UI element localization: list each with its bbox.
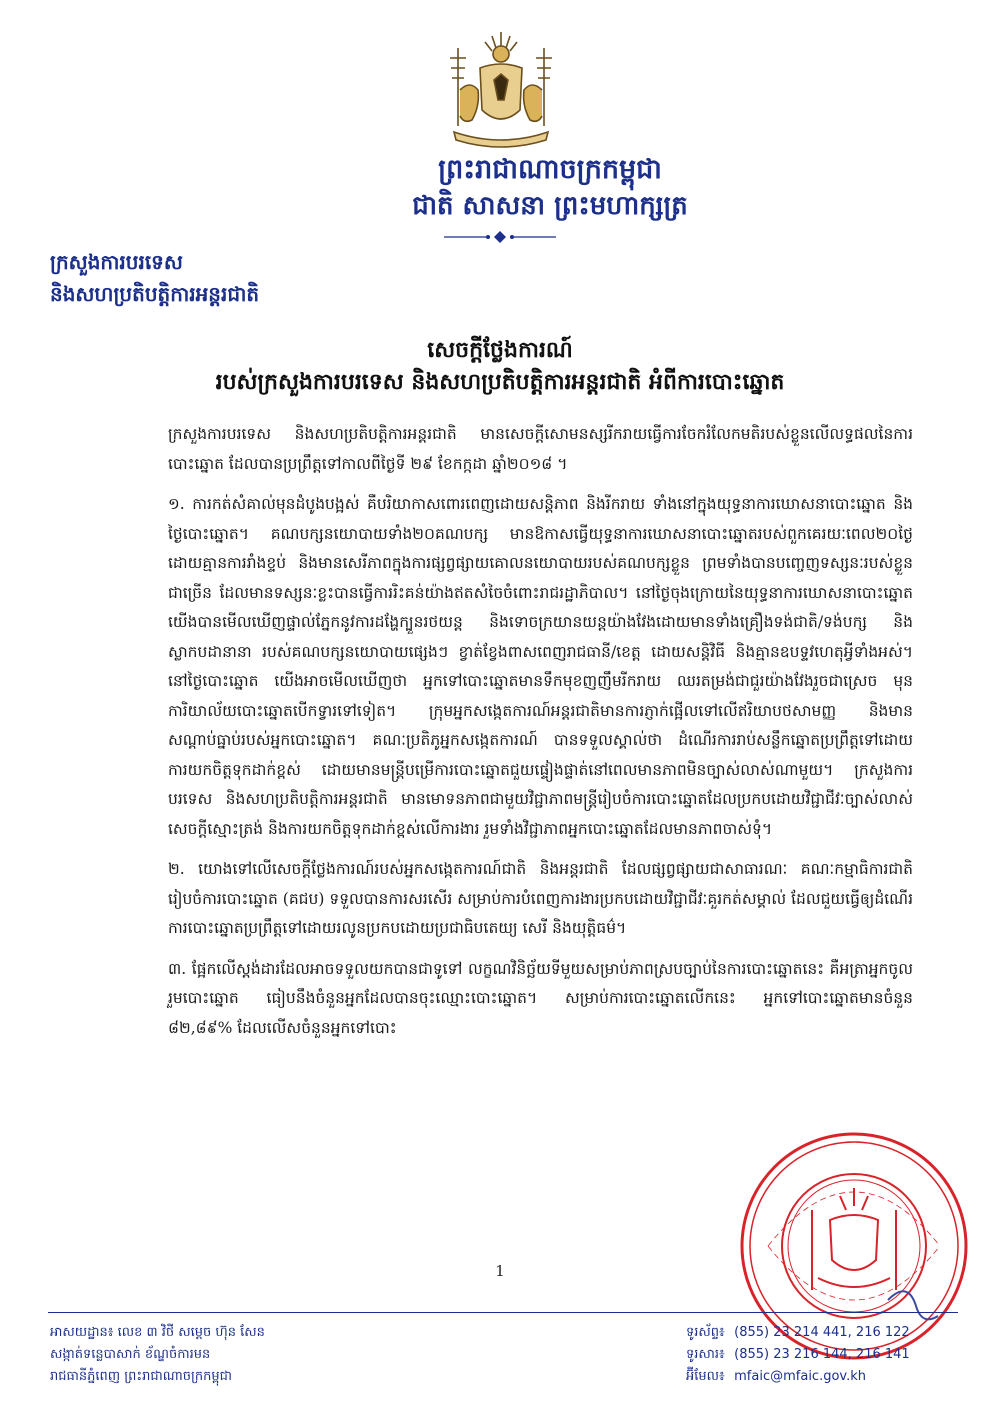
footer-divider xyxy=(48,1312,958,1313)
ministry-heading xyxy=(50,246,350,310)
phone-label: ទូរស័ព្ទ៖ xyxy=(686,1325,725,1340)
kingdom-heading xyxy=(300,152,800,224)
fax-row xyxy=(686,1344,962,1366)
address-line-3: រាជធានីភ្នំពេញ ព្រះរាជាណាចក្រកម្ពុជា xyxy=(50,1369,232,1384)
footer-contact xyxy=(686,1322,962,1388)
fax-value: (855) 23 216 144, 216 141 xyxy=(734,1347,910,1362)
email-label: អ៊ីមែល៖ xyxy=(686,1369,725,1384)
ministry-name-line2: និងសហប្រតិបត្តិការអន្តរជាតិ xyxy=(50,282,260,306)
kingdom-name: ព្រះរាជាណាចក្រកម្ពុជា xyxy=(438,154,662,185)
paragraph-1: ១. ការកត់សំគាល់មុនដំបូងបង្អស់ គឺបរិយាកាសពោរពេញដោយសន្តិភាព និងរីករាយ ទាំងនៅក្នុងយុទ្ធនាការឃោសនាបោះឆ្នោត និងថ្ងៃបោះឆ្នោត។ គណបក្សនយោបាយទាំង២០គណបក្ស មានឱកាសធ្វើយុទ្ធនាការឃោសនាបោះឆ្នោតរបស់ពួកគេរយៈពេល២០ថ្ងៃ ដោយគ្មានការរាំងខ្ទប់ និងមានសេរីភាពក្នុងការផ្សព្វផ្សាយគោលនយោបាយរបស់គណបក្សខ្លួន ព្រមទាំងបានបញ្ចេញទស្សនៈរបស់ខ្លួនជាច្រើន ដែលមានទស្សនៈខ្លះបានធ្វើការរិះគន់យ៉ាងឥតសំចៃចំពោះរាជរដ្ឋាភិបាល។ នៅថ្ងៃចុងក្រោយនៃយុទ្ធនាការឃោសនាបោះឆ្នោត យើងបានមើលឃើញផ្ទាល់ភ្នែកនូវការដង្ហែក្បួនរថយន្ត និងទោចក្រយានយន្តយ៉ាងវែងដោយមានទាំងគ្រឿងទង់ជាតិ/ទង់បក្ស និងស្លាកបដានានា របស់គណបក្សនយោបាយផ្សេងៗ ខ្វាត់ខ្វែងពាសពេញរាជធានី/ខេត្ត ដោយសន្តិវិធី និងគ្មានឧបទ្ទវហេតុអ្វីទាំងអស់។ នៅថ្ងៃបោះឆ្នោត យើងអាចមើលឃើញថា អ្នកទៅបោះឆ្នោតមានទឹកមុខញញឹមរីករាយ ឈរតម្រង់ជាជួរយ៉ាងវែងរួចជាស្រេច មុនការិយាល័យបោះឆ្នោតបើកទ្វារទៅទៀត។ ក្រុមអ្នកសង្កេតការណ៍អន្តរជាតិមានការភ្ញាក់ផ្អើលទៅលើឥរិយាបថសាមញ្ញ និងមានសណ្តាប់ធ្នាប់របស់អ្នកបោះឆ្នោត។ គណៈប្រតិភូអ្នកសង្កេតការណ៍ បានទទួលស្គាល់ថា ដំណើរការរាប់សន្លឹកឆ្នោតប្រព្រឹត្តទៅដោយការយកចិត្តទុកដាក់ខ្ពស់ ដោយមានមន្ត្រីបម្រើការបោះឆ្នោតជួយផ្ទៀងផ្ទាត់នៅពេលមានភាពមិនច្បាស់លាស់ណាមួយ។ ក្រសួងការបរទេស និងសហប្រតិបត្តិការអន្តរជាតិ មានមោទនភាពជាមួយវិជ្ជាភាពមន្ត្រីរៀបចំការបោះឆ្នោតដែលប្រកបដោយវិជ្ជាជីវៈច្បាស់លាស់ សេចក្តីស្មោះត្រង់ និងការយកចិត្តទុកដាក់ខ្ពស់លើការងារ រួមទាំងវិជ្ជាភាពអ្នកបោះឆ្នោតដែលមានភាពចាស់ទុំ។ xyxy=(168,495,913,838)
address-line-2: សង្កាត់ទន្លេបាសាក់ ខ័ណ្ឌចំការមន xyxy=(50,1347,211,1362)
paragraph-2: ២. យោងទៅលើសេចក្តីថ្លែងការណ៍របស់អ្នកសង្កេតការណ៍ជាតិ និងអន្តរជាតិ ដែលផ្សព្វផ្សាយជាសាធារណៈ គណៈកម្មាធិការជាតិរៀបចំការបោះឆ្នោត (គជប) ទទួលបានការសរសើរ សម្រាប់ការបំពេញការងារប្រកបដោយវិជ្ជាជីវៈគួរកត់សម្គាល់ ដែលជួយធ្វើឲ្យដំណើរការបោះឆ្នោតប្រព្រឹត្តទៅដោយរលូនប្រកបដោយប្រជាធិបតេយ្យ សេរី និងយុត្តិធម៌។ xyxy=(168,860,913,937)
statement-title-line1: សេចក្តីថ្លែងការណ៍ xyxy=(427,338,573,363)
national-motto: ជាតិ សាសនា ព្រះមហាក្សត្រ xyxy=(412,191,688,221)
paragraph-3: ៣. ផ្អែកលើស្តង់ដារដែលអាចទទួលយកបានជាទូទៅ លក្ខណវិនិច្ឆ័យទីមួយសម្រាប់ភាពស្របច្បាប់នៃការបោះឆ្នោតនេះ គឺអត្រាអ្នកចូលរួមបោះឆ្នោត ធៀបនឹងចំនួនអ្នកដែលបានចុះឈ្មោះបោះឆ្នោត។ សម្រាប់ការបោះឆ្នោតលើកនេះ អ្នកទៅបោះឆ្នោតមានចំនួន ៨២,៨៩% ដែលលើសចំនួនអ្នកទៅបោះ xyxy=(168,959,913,1037)
email-value[interactable]: mfaic@mfaic.gov.kh xyxy=(734,1369,866,1384)
footer-address xyxy=(50,1322,510,1388)
royal-coat-of-arms-icon xyxy=(436,28,566,152)
statement-title-line2: របស់ក្រសួងការបរទេស និងសហប្រតិបត្តិការអន្តរជាតិ អំពីការបោះឆ្នោត xyxy=(215,370,785,395)
address-line-1: អាសយដ្ឋាន៖ លេខ ៣ វិថី សម្តេច ហ៊ុន សែន xyxy=(50,1325,265,1340)
phone-value: (855) 23 214 441, 216 122 xyxy=(734,1325,910,1340)
statement-title xyxy=(100,335,900,399)
ornament-divider-icon xyxy=(440,230,560,244)
phone-row xyxy=(686,1322,962,1344)
intro-paragraph: ក្រសួងការបរទេស និងសហប្រតិបត្តិការអន្តរជាតិ មានសេចក្តីសោមនស្សរីករាយធ្វើការចែករំលែកមតិរបស់ខ្លួនលើលទ្ធផលនៃការបោះឆ្នោត ដែលបានប្រព្រឹត្តទៅកាលពីថ្ងៃទី ២៩ ខែកក្កដា ឆ្នាំ២០១៨ ។ xyxy=(168,425,913,473)
fax-label: ទូរសារ៖ xyxy=(686,1347,725,1362)
email-row xyxy=(686,1366,962,1388)
page-number: 1 xyxy=(495,1262,505,1280)
ministry-name-line1: ក្រសួងការបរទេស xyxy=(50,250,183,274)
statement-body xyxy=(168,420,913,1054)
